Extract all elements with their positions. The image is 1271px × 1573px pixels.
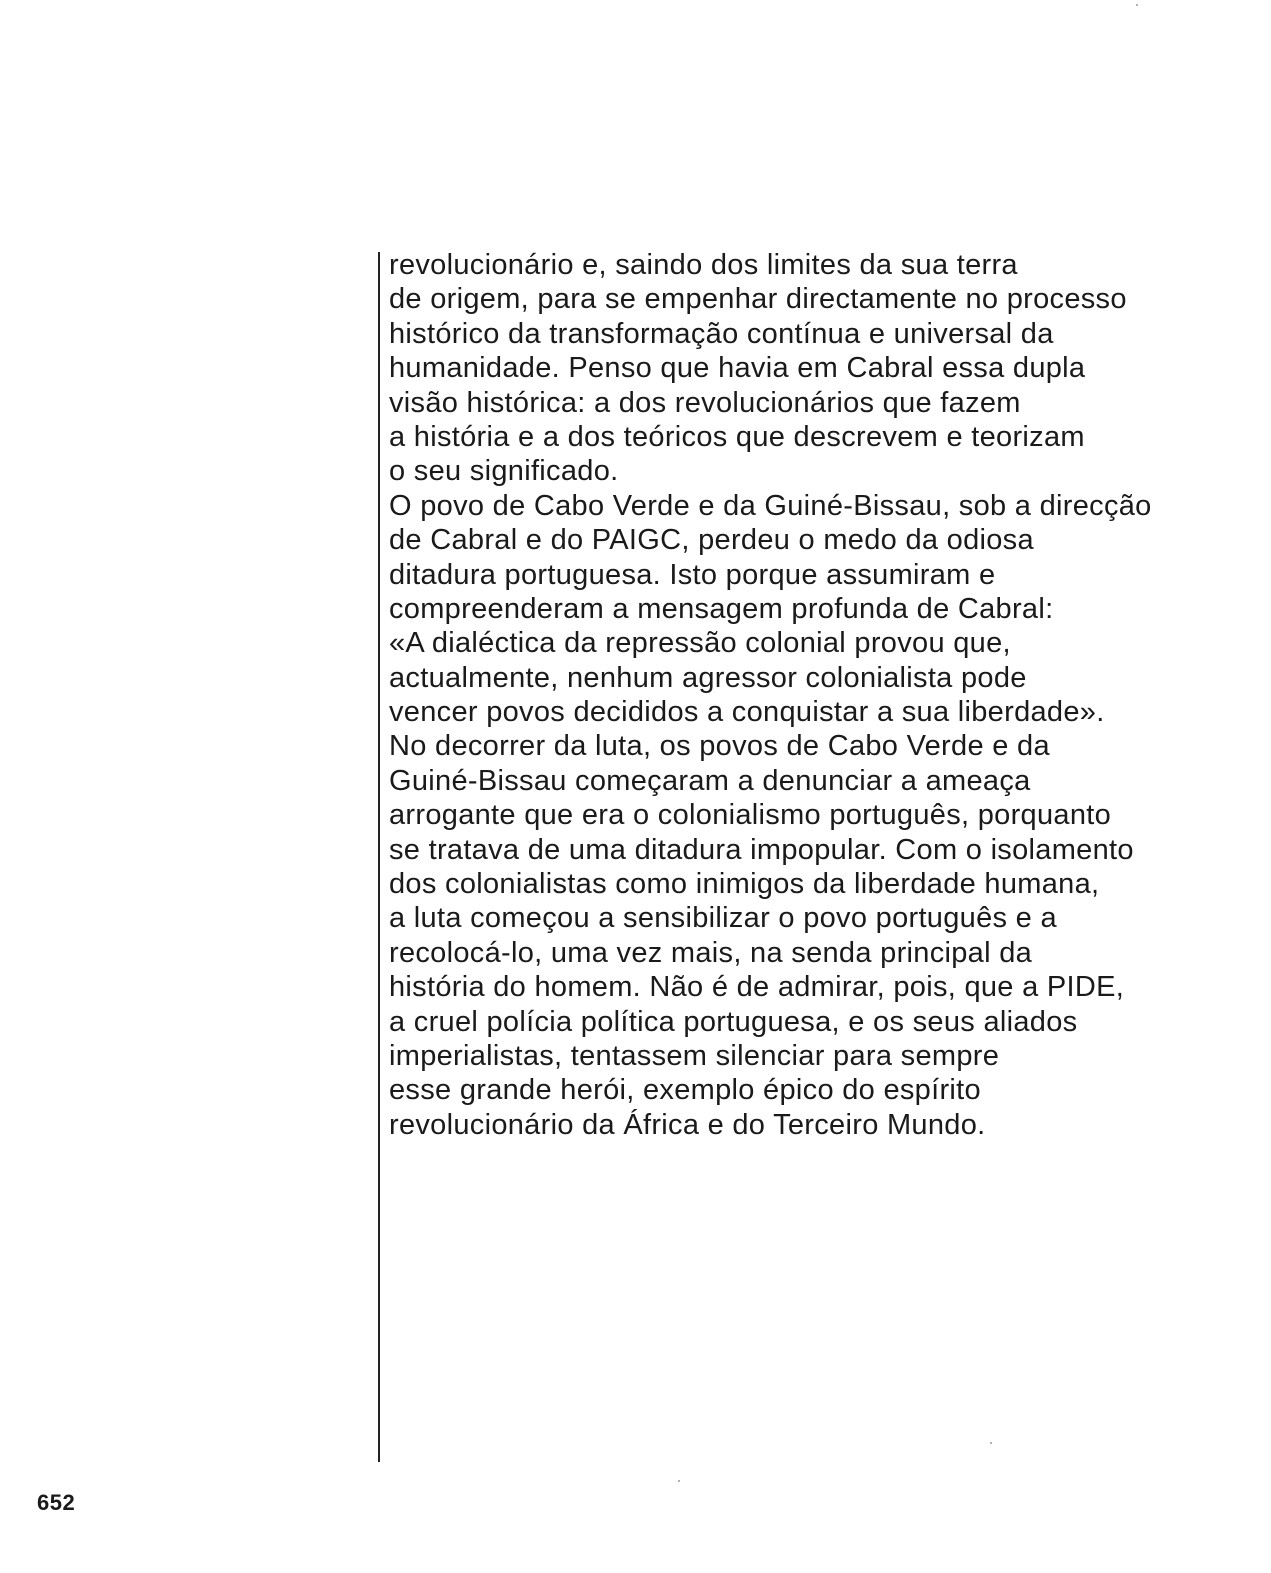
text-line: se tratava de uma ditadura impopular. Com o isolamento <box>389 833 1134 866</box>
text-line: a cruel polícia política portuguesa, e os seus aliados <box>389 1005 1078 1038</box>
text-line: «A dialéctica da repressão colonial provou que, <box>389 627 1011 660</box>
text-line: esse grande herói, exemplo épico do espírito <box>389 1074 981 1107</box>
text-line: No decorrer da luta, os povos de Cabo Verde e da <box>389 730 1050 763</box>
text-line: de origem, para se empenhar directamente no processo <box>389 283 1127 316</box>
text-line: revolucionário da África e do Terceiro Mundo. <box>389 1108 986 1141</box>
margin-rule <box>378 252 380 1462</box>
text-line: histórico da transformação contínua e universal da <box>389 317 1054 350</box>
text-line: a história e a dos teóricos que descrevem e teorizam <box>389 420 1085 453</box>
text-line: de Cabral e do PAIGC, perdeu o medo da odiosa <box>389 524 1034 557</box>
scan-speck <box>1136 4 1138 6</box>
page-number: 652 <box>37 1490 76 1515</box>
text-line: o seu significado. <box>389 455 619 488</box>
text-line: actualmente, nenhum agressor colonialista pode <box>389 661 1027 694</box>
text-line: visão histórica: a dos revolucionários que fazem <box>389 386 1021 419</box>
text-line: O povo de Cabo Verde e da Guiné-Bissau, sob a direcção <box>389 489 1152 522</box>
text-line: compreenderam a mensagem profunda de Cabral: <box>389 592 1054 625</box>
body-text <box>389 248 1249 1142</box>
text-line: ditadura portuguesa. Isto porque assumiram e <box>389 558 996 591</box>
text-line: arrogante que era o colonialismo português, porquanto <box>389 799 1112 832</box>
scan-speck <box>678 1480 680 1482</box>
text-line: recolocá-lo, uma vez mais, na senda principal da <box>389 936 1033 969</box>
text-line: dos colonialistas como inimigos da liberdade humana, <box>389 868 1100 901</box>
text-line: a luta começou a sensibilizar o povo português e a <box>389 902 1057 935</box>
text-line: Guiné-Bissau começaram a denunciar a ameaça <box>389 764 1031 797</box>
text-line: imperialistas, tentassem silenciar para sempre <box>389 1039 1000 1072</box>
text-line: humanidade. Penso que havia em Cabral essa dupla <box>389 352 1086 385</box>
text-line: história do homem. Não é de admirar, pois, que a PIDE, <box>389 971 1125 1004</box>
text-line: vencer povos decididos a conquistar a sua liberdade». <box>389 696 1105 729</box>
scan-speck <box>990 1442 992 1444</box>
text-line: revolucionário e, saindo dos limites da sua terra <box>389 249 1018 281</box>
